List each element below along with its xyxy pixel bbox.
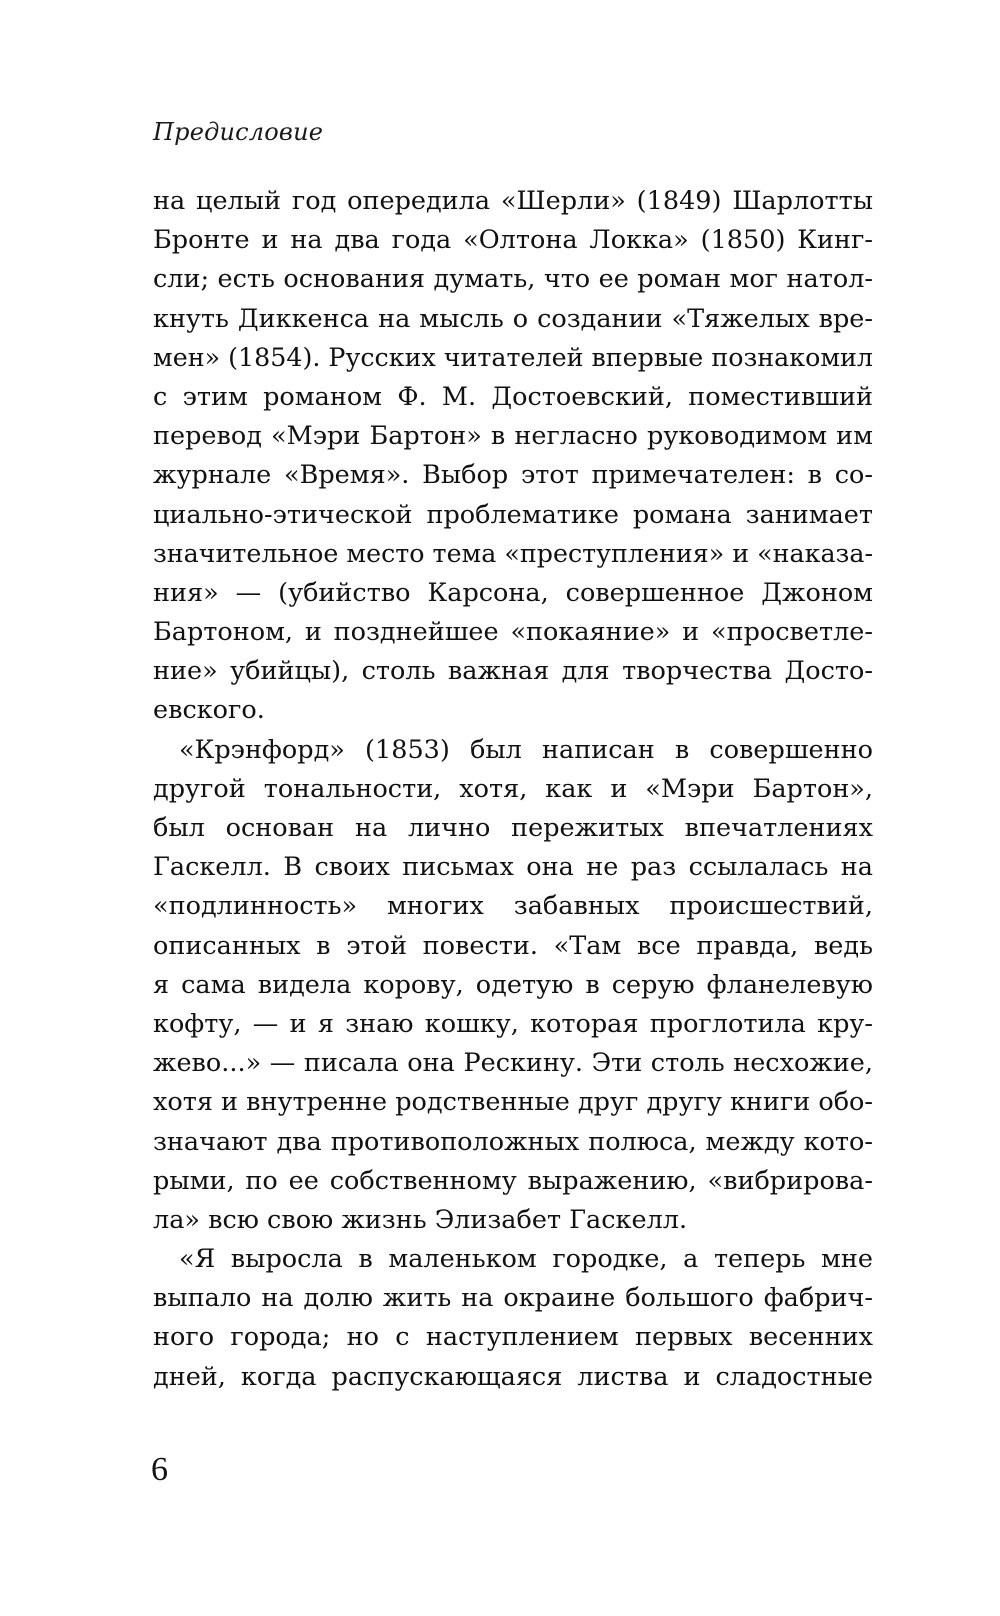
text-line: мен» (1854). Русских читателей впервые познакомил (153, 342, 873, 373)
text-line: ного города; но с наступлением первых весенних (153, 1322, 874, 1353)
text-line: «подлинность» многих забавных происшествий, (153, 891, 873, 922)
text-line: я сама видела корову, одетую в серую фланелевую (153, 969, 873, 1000)
paragraph-2 (153, 731, 873, 1240)
running-head: Предисловие (153, 118, 324, 146)
text-line: «Я выросла в маленьком городке, а теперь мне (179, 1244, 873, 1275)
text-line: Гаскелл. В своих письмах она не раз ссылалась на (153, 852, 874, 883)
text-line: ния» — (убийство Карсона, совершенное Джоном (153, 577, 874, 608)
text-line: описанных в этой повести. «Там все правда, ведь (153, 930, 873, 961)
text-line: ла» всю свою жизнь Элизабет Гаскелл. (153, 1204, 688, 1235)
text-line: был основан на лично пережитых впечатлениях (153, 813, 874, 843)
text-line: Бартоном, и позднейшее «покаяние» и «просветле- (153, 617, 873, 648)
paragraph-1 (153, 182, 873, 731)
text-line: другой тональности, хотя, как и «Мэри Бартон», (153, 773, 874, 804)
text-line: рыми, по ее собственному выражению, «вибрирова- (153, 1165, 873, 1196)
text-line: ние» убийцы), столь важная для творчества Досто- (153, 656, 873, 687)
text-line: с этим романом Ф. М. Достоевский, поместивший (153, 381, 874, 412)
text-line: дней, когда распускающаяся листва и сладостные (153, 1361, 874, 1392)
text-line: журнале «Время». Выбор этот примечателен: в со- (153, 460, 874, 491)
text-line: на целый год опередила «Шерли» (1849) Шарлотты (153, 186, 874, 216)
text-line: кофту, — и я знаю кошку, которая проглотила кру- (153, 1008, 874, 1039)
text-line: кнуть Диккенса на мысль о создании «Тяжелых вре- (153, 303, 873, 334)
text-line: значительное место тема «преступления» и «наказа- (153, 538, 874, 569)
text-line: евского. (153, 695, 265, 726)
text-line: жево...» — писала она Рескину. Эти столь несхожие, (153, 1048, 873, 1079)
text-line: «Крэнфорд» (1853) был написан в совершенно (179, 734, 873, 765)
body-text (153, 182, 873, 1397)
text-line: сли; есть основания думать, что ее роман мог натол- (153, 264, 874, 295)
text-line: хотя и внутренне родственные друг другу книги обо- (153, 1087, 874, 1118)
paragraph-3 (153, 1240, 873, 1397)
text-line: значают два противоположных полюса, между кото- (153, 1126, 873, 1157)
text-line: перевод «Мэри Бартон» в негласно руководимом им (153, 421, 874, 452)
text-line: выпало на долю жить на окраине большого фабрич- (153, 1283, 874, 1314)
page-number: 6 (151, 1451, 168, 1488)
text-line: циально-этической проблематике романа занимает (153, 499, 873, 530)
text-line: Бронте и на два года «Олтона Локка» (1850) Кинг- (153, 225, 874, 256)
